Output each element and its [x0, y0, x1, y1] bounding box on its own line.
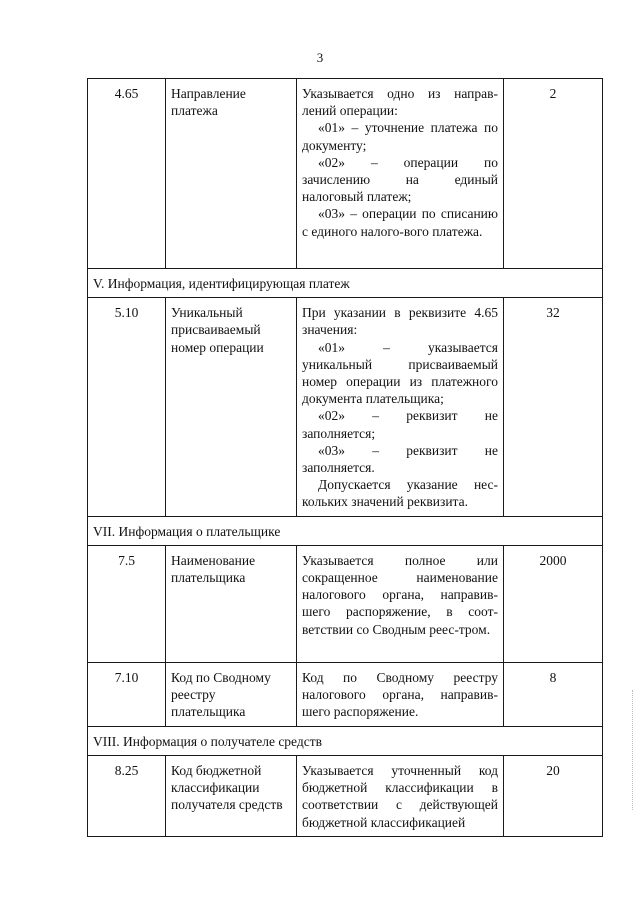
- description-paragraph: При указании в реквизите 4.65 значения:: [302, 305, 498, 338]
- requisite-length: 2: [504, 79, 603, 269]
- requisite-description: [297, 79, 504, 269]
- section-row: [88, 516, 603, 545]
- description-paragraph: Указывается уточненный код бюджетной классификации в соответствии с действующей бюджетной классификацией: [302, 763, 498, 830]
- requisite-length: 20: [504, 756, 603, 837]
- description-paragraph: «01» – уточнение платежа по документу;: [302, 120, 498, 153]
- description-paragraph: Допускается указание нес-кольких значений реквизита.: [302, 477, 498, 510]
- requisite-length: 2000: [504, 545, 603, 662]
- requisite-length: 32: [504, 298, 603, 516]
- requisite-description: [297, 662, 504, 726]
- requisite-length: 8: [504, 662, 603, 726]
- requisites-table: [87, 78, 603, 837]
- description-paragraph: Код по Сводному реестру налогового органа, направив-шего распоряжение.: [302, 669, 498, 720]
- table-row: [88, 662, 603, 726]
- requisite-name: Наименование плательщика: [166, 545, 297, 662]
- requisite-code: 5.10: [88, 298, 166, 516]
- section-heading: V. Информация, идентифицирующая платеж: [88, 269, 603, 298]
- page-number: 3: [316, 50, 324, 65]
- section-heading: VII. Информация о плательщике: [88, 516, 603, 545]
- requisite-code: 8.25: [88, 756, 166, 837]
- table-row: [88, 756, 603, 837]
- section-row: [88, 726, 603, 755]
- requisite-code: 7.10: [88, 662, 166, 726]
- description-paragraph: «01» – указывается уникальный присваиваемый номер операции из платежного документа плательщика;: [302, 339, 498, 407]
- requisite-name: Уникальный присваиваемый номер операции: [166, 298, 297, 516]
- description-paragraph: Указывается одно из направ-лений операции:: [302, 86, 498, 119]
- requisite-name: Направление платежа: [166, 79, 297, 269]
- margin-scan-mark: [632, 690, 636, 810]
- requisite-description: [297, 298, 504, 516]
- description-paragraph: Указывается полное или сокращенное наименование налогового органа, направив-шего распоряжение, в соот-ветствии со Сводным реес-тром.: [302, 552, 498, 637]
- table-row: [88, 545, 603, 662]
- requisite-description: [297, 756, 504, 837]
- requisite-name: Код бюджетной классификации получателя средств: [166, 756, 297, 837]
- description-paragraph: «03» – операции по списанию с единого налого-вого платежа.: [302, 206, 498, 239]
- section-row: [88, 269, 603, 298]
- requisite-code: 7.5: [88, 545, 166, 662]
- table-row: [88, 298, 603, 516]
- description-paragraph: «02» – операции по зачислению на единый налоговый платеж;: [302, 154, 498, 205]
- requisite-description: [297, 545, 504, 662]
- description-paragraph: «03» – реквизит не заполняется.: [302, 442, 498, 476]
- section-heading: VIII. Информация о получателе средств: [88, 726, 603, 755]
- description-paragraph: «02» – реквизит не заполняется;: [302, 408, 498, 441]
- requisite-code: 4.65: [88, 79, 166, 269]
- requisite-name: Код по Сводному реестру плательщика: [166, 662, 297, 726]
- table-row: [88, 79, 603, 269]
